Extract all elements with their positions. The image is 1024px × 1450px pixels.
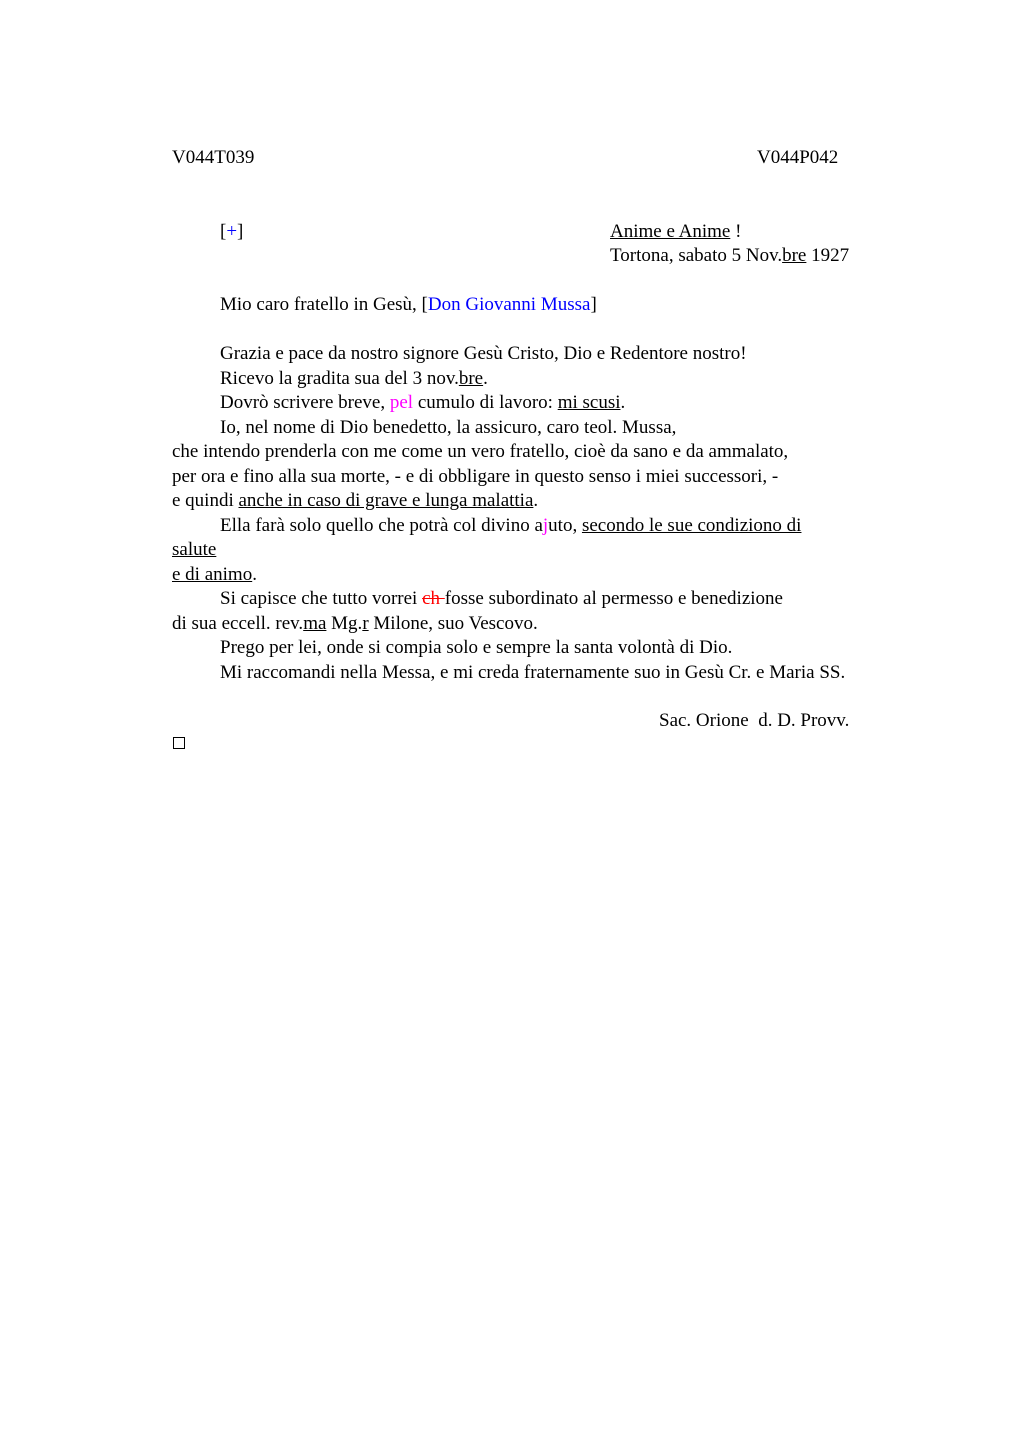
struck-text: ch <box>422 588 445 609</box>
body-line: Grazia e pace da nostro signore Gesù Cristo, Dio e Redentore nostro! <box>220 343 747 364</box>
end-marker-box <box>173 737 185 749</box>
body-line: di sua eccell. rev.ma Mg.r Milone, suo Vescovo. <box>172 613 538 634</box>
body-line: Ella farà solo quello che potrà col divino ajuto, secondo le sue condiziono di <box>220 515 802 536</box>
body-line: che intendo prenderla con me come un vero fratello, cioè da sano e da ammalato, <box>172 441 789 462</box>
dateline: Tortona, sabato 5 Nov.bre 1927 <box>610 245 850 266</box>
body-line: Prego per lei, onde si compia solo e sempre la santa volontà di Dio. <box>220 637 733 658</box>
header-left-code: V044T039 <box>172 147 255 168</box>
body-line: Dovrò scrivere breve, pel cumulo di lavoro: mi scusi. <box>220 392 626 413</box>
body-line: per ora e fino alla sua morte, - e di obbligare in questo senso i miei successori, - <box>172 466 779 487</box>
body-line: Si capisce che tutto vorrei ch fosse subordinato al permesso e benedizione <box>220 588 783 609</box>
motto-heading: Anime e Anime ! <box>610 221 742 242</box>
body-line: Io, nel nome di Dio benedetto, la assicuro, caro teol. Mussa, <box>220 417 677 438</box>
body-line: e quindi anche in caso di grave e lunga malattia. <box>172 490 539 511</box>
header-right-code: V044P042 <box>757 147 839 168</box>
cross-mark: [+] <box>220 221 244 242</box>
body-line: Mi raccomandi nella Messa, e mi creda fraternamente suo in Gesù Cr. e Maria SS. <box>220 662 846 683</box>
body-line: Ricevo la gradita sua del 3 nov.bre. <box>220 368 488 389</box>
salutation: Mio caro fratello in Gesù, [Don Giovanni Mussa] <box>220 294 597 315</box>
recipient-name: Don Giovanni Mussa <box>427 294 591 315</box>
body-line: e di animo. <box>172 564 257 585</box>
signature: Sac. Orione d. D. Provv. <box>659 710 850 731</box>
body-line: salute <box>172 539 217 560</box>
